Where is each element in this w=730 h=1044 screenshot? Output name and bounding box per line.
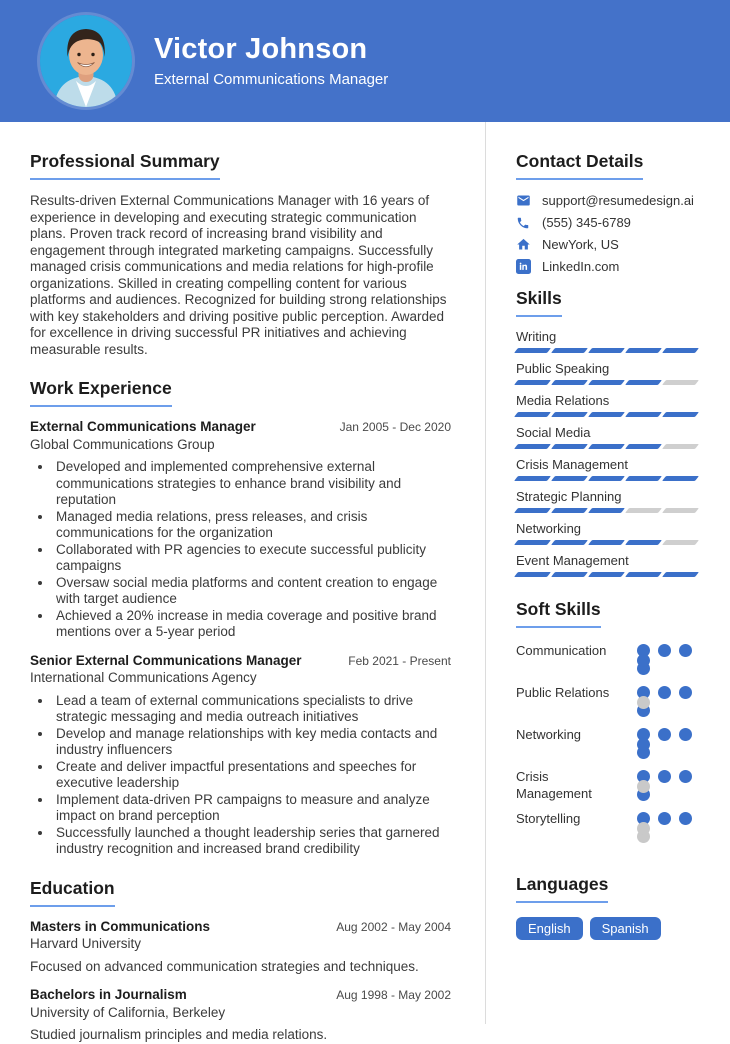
soft-skills-section	[516, 599, 714, 866]
education-section	[30, 878, 451, 1044]
bar-segment-filled	[514, 508, 551, 513]
rating-dot-filled	[679, 812, 692, 825]
header	[0, 0, 730, 122]
job-bullets	[30, 459, 451, 641]
job-bullet: • Oversaw social media platforms and content creation to engage with target audience	[53, 575, 451, 608]
job-bullet: • Achieved a 20% increase in media coverage and positive brand mentions over a 5-year period	[53, 608, 451, 641]
contact-section	[516, 151, 714, 274]
soft-skill-dots	[637, 810, 714, 848]
rating-dot-filled	[679, 728, 692, 741]
soft-skill-name: Communication	[516, 643, 607, 658]
skill-bar	[516, 508, 697, 513]
contact-item	[516, 259, 714, 274]
bar-segment-filled	[551, 508, 588, 513]
education-header	[30, 987, 451, 1004]
school-name: University of California, Berkeley	[30, 1004, 226, 1020]
skills-section	[516, 288, 714, 577]
bar-segment-filled	[551, 412, 588, 417]
bar-segment-empty	[662, 444, 699, 449]
phone-icon	[516, 215, 532, 230]
bar-segment-filled	[588, 572, 625, 577]
bar-segment-filled	[625, 412, 662, 417]
contact-item	[516, 193, 714, 208]
person-name: Victor Johnson	[154, 32, 368, 65]
job-dates: Feb 2021 - Present	[348, 653, 451, 668]
bar-segment-filled	[514, 572, 551, 577]
skill-bar	[516, 572, 697, 577]
bar-segment-empty	[662, 508, 699, 513]
rating-dot-empty	[637, 780, 650, 793]
bar-segment-filled	[514, 412, 551, 417]
skill-name: Writing	[516, 329, 557, 344]
rating-dot-filled	[658, 644, 671, 657]
school-name: Harvard University	[30, 936, 142, 951]
avatar-photo	[40, 15, 132, 107]
job-company: Global Communications Group	[30, 436, 215, 452]
email-icon	[516, 193, 532, 208]
soft-skill-name: Public Relations	[516, 685, 610, 700]
skill-item	[516, 393, 714, 417]
skill-name: Media Relations	[516, 393, 610, 408]
skill-item	[516, 553, 714, 577]
home-icon	[516, 237, 532, 252]
soft-skill-name: Storytelling	[516, 811, 581, 826]
soft-skill-name: Networking	[516, 727, 582, 742]
language-list	[516, 917, 714, 940]
job-company: International Communications Agency	[30, 670, 257, 685]
bar-segment-filled	[551, 476, 588, 481]
skill-name: Crisis Management	[516, 457, 628, 472]
contact-text: support@resumedesign.ai	[542, 193, 694, 208]
skill-item	[516, 361, 714, 385]
rating-dot-filled	[658, 812, 671, 825]
bar-segment-empty	[662, 540, 699, 545]
summary-heading: Professional Summary	[30, 151, 220, 180]
bar-segment-filled	[588, 444, 625, 449]
rating-dot-filled	[679, 770, 692, 783]
bar-segment-filled	[625, 444, 662, 449]
bar-segment-filled	[625, 540, 662, 545]
soft-skill-dots	[637, 684, 714, 722]
bar-segment-filled	[662, 572, 699, 577]
degree-title: Bachelors in Journalism	[30, 987, 187, 1002]
skill-name: Event Management	[516, 553, 629, 568]
skill-bar	[516, 540, 697, 545]
bar-segment-filled	[662, 348, 699, 353]
rating-dot-filled	[658, 728, 671, 741]
job-title: Senior External Communications Manager	[30, 652, 302, 668]
skill-name: Public Speaking	[516, 361, 610, 376]
person-job-title: External Communications Manager	[154, 71, 389, 89]
education-dates: Aug 1998 - May 2002	[336, 988, 451, 1002]
bar-segment-empty	[662, 380, 699, 385]
skill-bar	[516, 348, 697, 353]
language-badge: Spanish	[590, 917, 661, 940]
summary-text: Results-driven External Communications Manager with 16 years of experience in developing and executing strategic communication plans. Proven track record of increasing brand visibility and engagement through integrated marketing campaigns. Successfully managed crisis communications and media relations for high-profile organizations. Skilled in creating compelling content for various platforms and audiences. Recognized for building strong relationships with key stakeholders and driving positive public perception. Awarded for excellence in driving successful PR initiatives and achieving measurable results.	[30, 193, 447, 357]
job-entry	[30, 419, 451, 641]
education-note: Studied journalism principles and media relations.	[30, 1027, 328, 1042]
bar-segment-empty	[625, 508, 662, 513]
bar-segment-filled	[551, 380, 588, 385]
bar-segment-filled	[551, 540, 588, 545]
soft-skill-row	[516, 684, 714, 722]
soft-skill-name: Crisis Management	[516, 769, 592, 801]
job-bullet: • Successfully launched a thought leadership series that garnered industry recognition and increased brand credibility	[53, 825, 451, 858]
bar-segment-filled	[625, 476, 662, 481]
soft-skill-dots	[637, 726, 714, 764]
bar-segment-filled	[588, 540, 625, 545]
soft-skills-heading: Soft Skills	[516, 599, 601, 628]
skill-bar	[516, 476, 697, 481]
skill-bar	[516, 444, 697, 449]
job-bullet: • Lead a team of external communications specialists to drive strategic messaging and media outreach initiatives	[53, 693, 451, 726]
bar-segment-filled	[588, 380, 625, 385]
summary-section	[30, 151, 451, 358]
contact-heading: Contact Details	[516, 151, 643, 180]
skill-item	[516, 329, 714, 353]
skill-name: Social Media	[516, 425, 591, 440]
education-dates: Aug 2002 - May 2004	[336, 919, 451, 934]
rating-dot-empty	[637, 696, 650, 709]
skill-item	[516, 521, 714, 545]
language-badge: English	[516, 917, 583, 940]
rating-dot-filled	[679, 644, 692, 657]
skill-name: Networking	[516, 521, 582, 536]
skill-name: Strategic Planning	[516, 489, 622, 504]
experience-section	[30, 378, 451, 858]
rating-dot-filled	[658, 686, 671, 699]
right-column	[486, 122, 730, 1024]
contact-list	[516, 193, 714, 274]
job-title: External Communications Manager	[30, 419, 256, 434]
job-list	[30, 419, 451, 858]
bar-segment-filled	[625, 348, 662, 353]
bar-segment-filled	[662, 412, 699, 417]
skill-item	[516, 425, 714, 449]
education-entry	[30, 919, 451, 976]
education-note: Focused on advanced communication strategies and techniques.	[30, 958, 419, 974]
bar-segment-filled	[514, 444, 551, 449]
skill-bar	[516, 380, 697, 385]
job-bullet: • Create and deliver impactful presentations and speeches for executive leadership	[53, 759, 451, 792]
contact-text: NewYork, US	[542, 237, 619, 252]
contact-item	[516, 237, 714, 252]
languages-heading: Languages	[516, 874, 608, 903]
soft-skill-row	[516, 642, 714, 680]
bar-segment-filled	[551, 348, 588, 353]
skills-heading: Skills	[516, 288, 562, 317]
job-bullet: • Managed media relations, press releases, and crisis communications for the organization	[53, 509, 451, 542]
education-header	[30, 919, 451, 936]
soft-skill-row	[516, 810, 714, 848]
skill-bar	[516, 412, 697, 417]
skill-item	[516, 489, 714, 513]
bar-segment-filled	[588, 348, 625, 353]
rating-dot-filled	[637, 738, 650, 751]
soft-skill-dots	[637, 768, 714, 806]
rating-dot-filled	[637, 654, 650, 667]
skill-item	[516, 457, 714, 481]
bar-segment-filled	[514, 540, 551, 545]
rating-dot-filled	[679, 686, 692, 699]
job-header	[30, 419, 451, 436]
bar-segment-filled	[514, 476, 551, 481]
bar-segment-filled	[662, 476, 699, 481]
bar-segment-filled	[551, 444, 588, 449]
bar-segment-filled	[551, 572, 588, 577]
job-header	[30, 653, 451, 670]
contact-text: LinkedIn.com	[542, 259, 620, 274]
bar-segment-filled	[588, 508, 625, 513]
soft-skill-row	[516, 768, 714, 806]
rating-dot-empty	[637, 822, 650, 835]
education-heading: Education	[30, 878, 115, 907]
degree-title: Masters in Communications	[30, 918, 211, 934]
job-bullets	[30, 693, 451, 858]
bar-segment-filled	[514, 380, 551, 385]
soft-skill-list	[516, 642, 714, 866]
job-entry	[30, 653, 451, 858]
job-bullet: • Collaborated with PR agencies to execute successful publicity campaigns	[53, 542, 451, 575]
bar-segment-filled	[625, 572, 662, 577]
languages-section	[516, 874, 714, 940]
contact-text: (555) 345-6789	[542, 215, 631, 230]
bar-segment-filled	[588, 412, 625, 417]
job-bullet: • Develop and manage relationships with key media contacts and industry influencers	[53, 726, 451, 759]
rating-dot-filled	[658, 770, 671, 783]
soft-skill-row	[516, 726, 714, 764]
avatar	[40, 15, 132, 107]
job-bullet: • Developed and implemented comprehensive external communications strategies to enhance brand visibility and reputation	[53, 459, 451, 509]
education-list	[30, 919, 451, 1044]
skill-list	[516, 329, 714, 577]
linkedin-icon	[516, 259, 532, 274]
job-dates: Jan 2005 - Dec 2020	[339, 420, 451, 434]
job-bullet: • Implement data-driven PR campaigns to measure and analyze impact on brand perception	[53, 792, 451, 825]
bar-segment-filled	[514, 348, 551, 353]
experience-heading: Work Experience	[30, 378, 172, 407]
bar-segment-filled	[588, 476, 625, 481]
education-entry	[30, 987, 451, 1044]
bar-segment-filled	[625, 380, 662, 385]
contact-item	[516, 215, 714, 230]
soft-skill-dots	[637, 642, 714, 680]
left-column	[0, 122, 486, 1042]
